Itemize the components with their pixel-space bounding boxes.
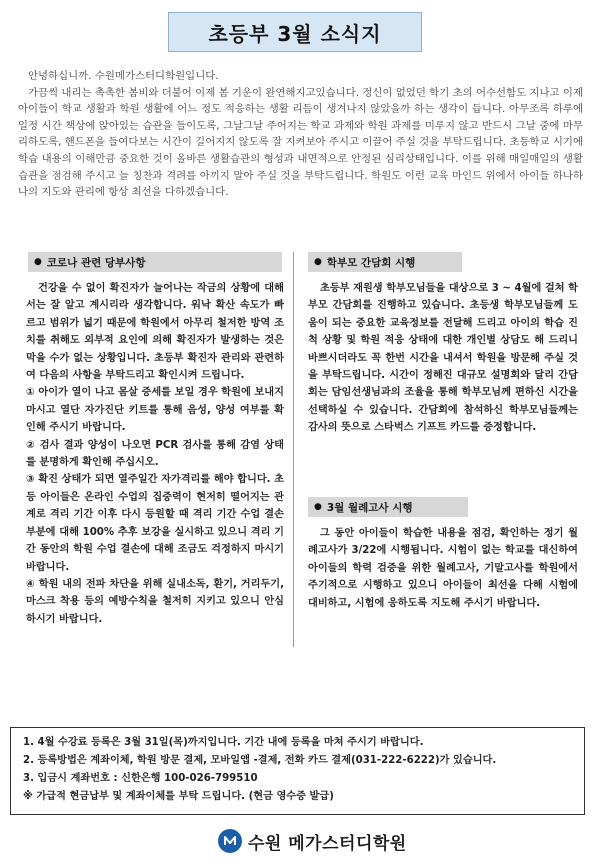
monthly-exam-paragraph: 그 동안 아이들이 학습한 내용을 점검, 확인하는 정기 월례고사가 3/22에 시행됩니다. 시험이 없는 학교를 대신하여 아이들의 학력 검증을 위한 월례고사, 기말고사를 학원에서 주기적으로 시행하고 있으니 아이들이 최선을 다해 시험에 대비하고, 시험에 응하도록 지도해 주시기 바랍니다. [308, 528, 578, 609]
monthly-exam-title: 3월 월례고사 시행 [326, 501, 413, 514]
covid-section-title: 코로나 관련 당부사항 [46, 256, 146, 269]
notice-line-1: 1. 4월 수강료 등록은 3월 31일(목)까지입니다. 기간 내에 등록을 마쳐 주시기 바랍니다. [23, 737, 424, 748]
bullet-icon: ● [34, 257, 42, 267]
monthly-exam-body [308, 525, 578, 612]
covid-section-body [26, 280, 284, 628]
column-divider [293, 252, 294, 647]
covid-item-3: ③ 확진 상태가 되면 열주일간 자가격리를 해야 합니다. 초등 아이들은 온라인 수업의 집중력이 현저히 떨어지는 관계로 격리 기간 이후 다시 등원할 때 격리 기간 수업 결손 부분에 대해 100% 추후 보강을 실시하고 있으니 격리 기간 동안의 학원 수업 결손에 대해 조금도 걱정하지 마시기 바랍니다. [26, 474, 284, 573]
page-title: 초등부 3월 소식지 [208, 21, 382, 46]
parent-meeting-title: 학부모 간담회 시행 [326, 256, 416, 269]
logo-glyph-icon [222, 833, 238, 849]
notice-line-4: ※ 가급적 현금납부 및 계좌이체를 부탁 드립니다. (현금 영수증 발급) [23, 791, 334, 802]
academy-name: 수원 메가스터디학원 [248, 833, 407, 854]
parent-meeting-header [308, 252, 462, 272]
covid-item-1: ① 아이가 열이 나고 몸살 증세를 보일 경우 학원에 보내지 마시고 열단 자가진단 키트를 통해 음성, 양성 여부를 확인해 주시기 바랍니다. [26, 387, 284, 434]
covid-item-2: ② 검사 결과 양성이 나오면 PCR 검사를 통해 감염 상태를 분명하게 확인해 주십시오. [26, 439, 284, 469]
intro-body: 가끔씩 내리는 촉촉한 봄비와 더불어 이제 봄 기운이 완연해지고있습니다. 정신이 없었던 학기 초의 어수선함도 지나고 이제 아이들이 학교 생활과 학원 생활에 어느 정도 적응하는 생활 리듬이 생겨나지 않았을까 하는 생각이 듭니다. 아무조록 하루에 일정 시간 책상에 앉아있는 습관을 들이도록, 그날그날 주어지는 학교 과제와 학원 과제를 미루지 않고 반드시 그날 중에 마무리하도록, 핸드폰을 들여다보는 시간이 길어지지 않도록 잘 지켜보아 주시고 이끌어 주실 것을 부탁드립니다. 초등학교 시기에 학습 내용의 이해만큼 중요한 것이 올바른 생활습관의 형성과 내면적으로 안정된 심리상태입니다. 이를 위해 매일매일의 생활 습관을 점검해 주시고 늘 칭찬과 격려를 아끼지 말아 주실 것을 부탁드립니다. 학원도 이런 교육 마인드 위에서 아이들 하나하나의 지도와 관리에 항상 최선을 다하겠습니다. [18, 86, 583, 199]
intro-greeting: 안녕하십니까. 수원메가스터디학원입니다. [28, 70, 219, 82]
academy-footer [218, 826, 407, 856]
intro-section [18, 68, 583, 201]
notice-line-2: 2. 등록방법은 계좌이체, 학원 방문 결제, 모바일앱 -결제, 전화 카드 결제(031-222-6222)가 있습니다. [23, 755, 497, 766]
registration-notice-box [10, 727, 585, 815]
parent-meeting-body [308, 280, 578, 437]
title-banner [168, 12, 422, 52]
parent-meeting-paragraph: 초등부 재원생 학부모님들을 대상으로 3 ~ 4월에 걸쳐 학부모 간담회를 진행하고 있습니다. 초등생 학부모님들께 도움이 되는 중요한 교육정보를 전달해 드리고 아이의 학습 진척 상황 및 학원 적응 상태에 대한 개인별 상담도 해 드리니 바쁘시더라도 꼭 한번 시간을 내셔서 학원을 방문해 주실 것을 부탁드립니다. 시간이 정해진 대규모 설명회와 달리 간담회는 담임선생님과의 조율을 통해 학부모님께 편하신 시간을 선택하실 수 있습니다. 간담회에 참석하신 학부모님들께는 감사의 뜻으로 스타벅스 기프트 카드를 증정합니다. [308, 283, 578, 434]
notice-line-3: 3. 입금시 계좌번호 : 신한은행 100-026-799510 [23, 773, 258, 784]
covid-item-4: ④ 학원 내의 전파 차단을 위해 실내소독, 환기, 거리두기, 마스크 착용 등의 예방수칙을 철저히 지키고 있으니 안심하시기 바랍니다. [26, 578, 284, 625]
monthly-exam-header [308, 497, 468, 517]
covid-paragraph-intro: 건강을 수 없이 확진자가 늘어나는 작금의 상황에 대해서는 잘 알고 계시리라 생각합니다. 워낙 확산 속도가 빠르고 범위가 넓기 때문에 학원에서 아무리 철저한 방역 조치를 취해도 외부적 요인에 의해 확진자가 발생하는 것은 막을 수가 없는 상황입니다. 초등부 확진자 관리와 관련하여 다음의 사항을 부탁드리고 확인시켜 드립니다. [26, 283, 284, 382]
bullet-icon: ● [314, 257, 322, 267]
academy-logo-icon [218, 829, 242, 853]
bullet-icon: ● [314, 502, 322, 512]
covid-section-header [28, 252, 282, 272]
